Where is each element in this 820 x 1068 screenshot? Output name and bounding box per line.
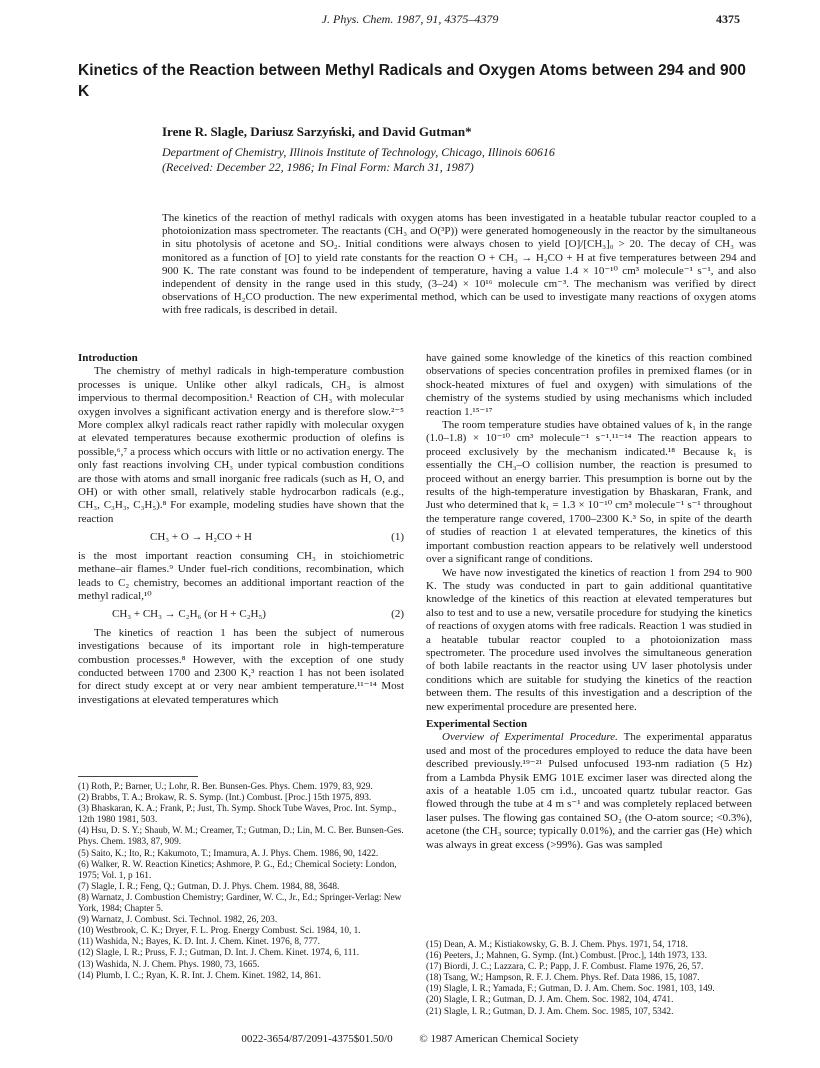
paragraph: We have now investigated the kinetics of reaction 1 from 294 to 900 K. The study was conducted in part to gain additional quantitative knowledge of the kinetics of this reaction at elevated temperatures but also to test and to use a new, versatile procedure for studying the kinetics of reactions of oxygen atoms with free radicals. Reaction 1 was studied in a heatable tubular reactor coupled to a photoionization mass spectrometer. The procedure used involves the simultaneous generation of both labile reactants in the reactor using UV laser photolysis under conditions which are suitable for studying the kinetics of the reaction between them. The results of this investigation and a description of the new experimental procedure are presented here.	[426, 566, 752, 713]
paragraph: The room temperature studies have obtained values of k₁ in the range (1.0–1.8) × 10⁻¹⁰ cm³ molecule⁻¹ s⁻¹.¹¹⁻¹⁴ The reaction appears to proceed exclusively by the mechanism indicated.¹⁸ Because k₁ is essentially the CH₃–O collision number, the reaction is presumed to proceed without an energy barrier. This presumption is borne out by the results of the high-temperature investigation by Bhaskaran, Frank, and Just who determined that k₁ = 1.3 × 10⁻¹⁰ cm³ molecule⁻¹ s⁻¹ throughout the temperature range covered, 1700–2300 K.³ So, in spite of the dearth of studies of reaction 1 at elevated temperatures, the kinetics of this important combustion reaction appears to be relatively well understood over a significant range of conditions.	[426, 419, 752, 566]
reference-item: (3) Bhaskaran, K. A.; Frank, P.; Just, Th. Symp. Shock Tube Waves, Proc. Int. Symp., 12th 1980 1981, 503.	[78, 804, 397, 826]
received-dates: (Received: December 22, 1986; In Final Form: March 31, 1987)	[162, 160, 474, 174]
reference-item: (10) Westbrook, C. K.; Dryer, F. L. Prog. Energy Combust. Sci. 1984, 10, 1.	[78, 926, 361, 937]
equation-text: CH₃ + O → H₂CO + H	[150, 531, 252, 544]
paragraph-text: The experimental apparatus used and most of the procedures employed to reduce the data have been described previously.¹⁹⁻²¹ Pulsed unfocused 193-nm radiation (5 Hz) from a Lambda Physik EMG 101E excimer laser was directed along the axis of a heatable 1.05 cm i.d., uncoated quartz tubular reactor. Gas flowed through the tube at 4 m s⁻¹ and was completely replaced between laser pulses. The flowing gas contained SO₂ (the O-atom source; <0.3%), acetone (the CH₃ source; typically 0.01%), and the carrier gas (He) which was always in great excess (>99%). Gas was sampled	[426, 731, 752, 851]
reference-item: (20) Slagle, I. R.; Gutman, D. J. Am. Chem. Soc. 1982, 104, 4741.	[426, 995, 674, 1006]
left-column	[78, 352, 404, 707]
reference-item: (21) Slagle, I. R.; Gutman, D. J. Am. Chem. Soc. 1985, 107, 5342.	[426, 1006, 674, 1017]
reference-item: (1) Roth, P.; Barner, U.; Lohr, R. Ber. Bunsen-Ges. Phys. Chem. 1979, 83, 929.	[78, 782, 373, 792]
running-header	[0, 12, 820, 28]
paragraph: The kinetics of reaction 1 has been the subject of numerous investigations because of its important role in high-temperature combustion processes.⁸ However, with the exception of one study conducted between 1700 and 2300 K,³ reaction 1 has not been isolated for direct study except at or very near ambient temperature.¹¹⁻¹⁴ Most investigations at elevated temperatures which	[78, 626, 404, 706]
reference-item: (18) Tsang, W.; Hampson, R. F. J. Chem. Phys. Ref. Data 1986, 15, 1087.	[426, 973, 700, 984]
author-list: Irene R. Slagle, Dariusz Sarzyński, and David Gutman*	[162, 124, 472, 139]
paragraph: have gained some knowledge of the kinetics of this reaction combined observations of species concentration profiles in premixed flames (or in shock-heated mixtures of fuel and oxygen) with simulations of the chemistry of the systems studied by using mechanisms which included reaction 1.¹⁵⁻¹⁷	[426, 352, 752, 418]
equation-2	[78, 603, 404, 626]
equation-number: (2)	[391, 608, 404, 621]
equation-number: (1)	[391, 531, 404, 544]
reference-item: (12) Slagle, I. R.; Pruss, F. J.; Gutman, D. Int. J. Chem. Kinet. 1974, 6, 111.	[78, 948, 360, 959]
affiliation-block	[162, 145, 662, 175]
copyright: © 1987 American Chemical Society	[419, 1033, 579, 1045]
section-heading-experimental: Experimental Section	[426, 717, 528, 730]
reference-item: (13) Washida, N. J. Chem. Phys. 1980, 73, 1665.	[78, 959, 260, 970]
footnote-divider	[78, 776, 198, 777]
paragraph: is the most important reaction consuming CH₃ in stoichiometric methane–air flames.⁹ Under fuel-rich conditions, recombination, which leads to C₂ chemistry, becomes an additional important reaction of the methyl radical,¹⁰	[78, 549, 404, 602]
page-number: 4375	[716, 12, 740, 26]
abstract: The kinetics of the reaction of methyl radicals with oxygen atoms has been investigated in a heatable tubular reactor coupled to a photoionization mass spectrometer. The reactants (CH₃ and O(³P)) were generated homogeneously in the reactor by the simultaneous in situ photolysis of acetone and SO₂. Initial conditions were always chosen to yield [O]/[CH₃]₀ > 20. The decay of CH₃ was monitored as a function of [O] to yield rate constants for the reaction O + CH₃ → H₂CO + H at five temperatures between 294 and 900 K. The rate constant was found to be independent of temperature, having a value 1.4 × 10⁻¹⁰ cm³ molecule⁻¹ s⁻¹, and also independent of density in the range used in this study, (3–24) × 10¹⁶ molecule cm⁻³. The mechanism was verified by direct observations of H₂CO production. The new experimental method, which can be used to investigate many reactions of oxygen atoms with free radicals, is described in detail.	[162, 212, 756, 317]
reference-item: (5) Saito, K.; Ito, R.; Kakumoto, T.; Imamura, A. J. Phys. Chem. 1986, 90, 1422.	[78, 848, 379, 859]
reference-item: (11) Washida, N.; Bayes, K. D. Int. J. Chem. Kinet. 1976, 8, 777.	[78, 937, 320, 948]
article-code: 0022-3654/87/2091-4375$01.50/0	[241, 1033, 393, 1045]
reference-item: (8) Warnatz, J. Combustion Chemistry; Gardiner, W. C., Jr., Ed.; Springer-Verlag: New York, 1984; Chapter 5.	[78, 892, 402, 915]
reference-item: (16) Peeters, J.; Mahnen, G. Symp. (Int.) Combust. [Proc.], 14th 1973, 133.	[426, 951, 707, 962]
subheading: Overview of Experimental Procedure.	[442, 731, 618, 744]
reference-item: (7) Slagle, I. R.; Feng, Q.; Gutman, D. J. Phys. Chem. 1984, 88, 3648.	[78, 881, 340, 892]
reference-item: (4) Hsu, D. S. Y.; Shaub, W. M.; Creamer, T.; Gutman, D.; Lin, M. C. Ber. Bunsen-Ges. Phys. Chem. 1983, 87, 909.	[78, 826, 404, 848]
paper-title: Kinetics of the Reaction between Methyl Radicals and Oxygen Atoms between 294 and 900 K	[78, 62, 746, 100]
reference-item: (2) Brabbs, T. A.; Brokaw, R. S. Symp. (Int.) Combust. [Proc.] 15th 1975, 893.	[78, 793, 372, 804]
paragraph: The chemistry of methyl radicals in high-temperature combustion processes is unique. Unlike other alkyl radicals, CH₃ is almost impervious to thermal decomposition.¹ Reaction of CH₃ with molecular oxygen involves a significant activation energy and is therefore slow.²⁻⁵ More complex alkyl radicals react rather rapidly with molecular oxygen at elevated temperatures because exothermic production of olefins is possible,⁶,⁷ a process which occurs with little or no activation energy. The only fast reactions involving CH₃ under typical combustion conditions are those with atoms and small inorganic free radicals (such as H, O, and OH) or with other small, relatively stable hydrocarbon radicals (e.g., CH₃, C₃H₃, C₃H₅).⁸ For example, modeling studies have shown that the reaction	[78, 365, 404, 525]
equation-1	[78, 526, 404, 549]
journal-reference: J. Phys. Chem. 1987, 91, 4375–4379	[321, 12, 499, 26]
section-heading-introduction: Introduction	[78, 352, 138, 364]
affiliation: Department of Chemistry, Illinois Institute of Technology, Chicago, Illinois 60616	[162, 145, 555, 159]
reference-item: (19) Slagle, I. R.; Yamada, F.; Gutman, D. J. Am. Chem. Soc. 1981, 103, 149.	[426, 984, 715, 995]
page-footer	[0, 1033, 820, 1045]
reference-item: (6) Walker, R. W. Reaction Kinetics; Ashmore, P. G., Ed.; Chemical Society: London, 1975; Vol. 1, p 161.	[78, 859, 397, 881]
right-column	[426, 352, 752, 852]
reference-item: (15) Dean, A. M.; Kistiakowsky, G. B. J. Chem. Phys. 1971, 54, 1718.	[426, 940, 688, 950]
paragraph	[426, 731, 752, 852]
reference-item: (17) Biordi, J. C.; Lazzara, C. P.; Papp, J. F. Combust. Flame 1976, 26, 57.	[426, 962, 704, 973]
reference-item: (9) Warnatz, J. Combust. Sci. Technol. 1982, 26, 203.	[78, 915, 278, 926]
references-left	[78, 782, 404, 982]
equation-text: CH₃ + CH₃ → C₂H₆ (or H + C₂H₅)	[112, 608, 266, 621]
references-right	[426, 940, 752, 1018]
reference-item: (14) Plumb, I. C.; Ryan, K. R. Int. J. Chem. Kinet. 1982, 14, 861.	[78, 970, 321, 981]
